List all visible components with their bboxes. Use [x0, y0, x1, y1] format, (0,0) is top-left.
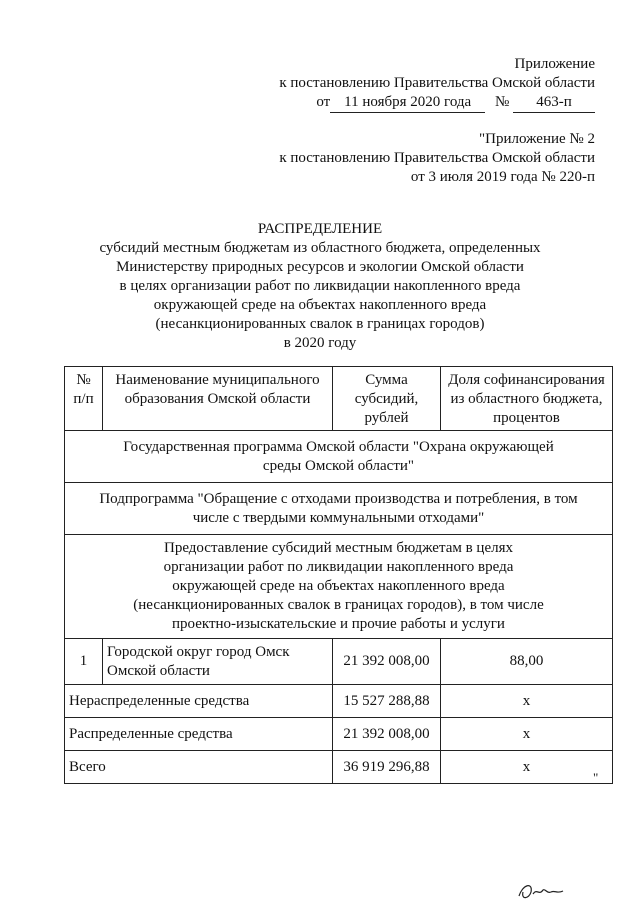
distributed-row — [65, 718, 613, 751]
title-heading: РАСПРЕДЕЛЕНИЕ — [257, 221, 383, 237]
total-share: х — [441, 751, 613, 784]
quoted-appendix-block — [279, 130, 595, 187]
resolution-ref: к постановлению Правительства Омской области — [279, 75, 595, 91]
undistributed-share: х — [441, 685, 613, 718]
distributed-sum: 21 392 008,00 — [333, 718, 441, 751]
title-line2: Министерству природных ресурсов и экологии Омской области — [116, 259, 524, 275]
quoted-appendix-line1: "Приложение № 2 — [479, 131, 595, 147]
header-sum: Сумма субсидий, рублей — [333, 367, 441, 431]
title-line1: субсидий местным бюджетам из областного бюджета, определенных — [99, 240, 541, 256]
title-line3: в целях организации работ по ликвидации накопленного вреда — [119, 278, 521, 294]
from-label: от — [316, 94, 331, 110]
signature-mark — [515, 880, 575, 902]
distribution-table — [64, 366, 613, 784]
closing-quote: " — [593, 770, 599, 785]
undistributed-row — [65, 685, 613, 718]
quoted-appendix-line3: от 3 июля 2019 года № 220-п — [410, 169, 595, 185]
subprogram-cell: Подпрограмма "Обращение с отходами производства и потребления, в том числе с твердыми коммунальными отходами" — [65, 483, 613, 535]
row1-num: 1 — [65, 639, 103, 685]
quoted-appendix-line2: к постановлению Правительства Омской области — [279, 150, 595, 166]
resolution-number: 463-п — [513, 93, 595, 113]
row1-share: 88,00 — [441, 639, 613, 685]
subprogram-row — [65, 483, 613, 535]
table-header-row — [65, 367, 613, 431]
row1-name: Городской округ город Омск Омской области — [103, 639, 333, 685]
header-num: № п/п — [65, 367, 103, 431]
header-share: Доля софинансирования из областного бюджета, процентов — [441, 367, 613, 431]
program-row — [65, 431, 613, 483]
program-cell: Государственная программа Омской области "Охрана окружающей среды Омской области" — [65, 431, 613, 483]
undistributed-label: Нераспределенные средства — [65, 685, 333, 718]
total-sum: 36 919 296,88 — [333, 751, 441, 784]
title-line6: в 2020 году — [283, 335, 357, 351]
date-number-line — [279, 93, 595, 113]
total-label: Всего — [65, 751, 333, 784]
number-label: № — [494, 94, 510, 110]
total-row — [65, 751, 613, 784]
distributed-label: Распределенные средства — [65, 718, 333, 751]
header-block — [279, 55, 595, 113]
distributed-share: х — [441, 718, 613, 751]
resolution-date: 11 ноября 2020 года — [330, 93, 485, 113]
row1-sum: 21 392 008,00 — [333, 639, 441, 685]
measure-cell: Предоставление субсидий местным бюджетам в целях организации работ по ликвидации накопленного вреда окружающей среде на объектах накопленного вреда (несанкционированных свалок в границах городов), в том числе проектно-изыскательские и прочие работы и услуги — [65, 535, 613, 639]
measure-row — [65, 535, 613, 639]
title-line5: (несанкционированных свалок в границах городов) — [155, 316, 485, 332]
title-line4: окружающей среде на объектах накопленного вреда — [153, 297, 487, 313]
table-row — [65, 639, 613, 685]
header-name: Наименование муниципального образования Омской области — [103, 367, 333, 431]
document-title — [40, 220, 600, 353]
appendix-label: Приложение — [514, 56, 595, 72]
undistributed-sum: 15 527 288,88 — [333, 685, 441, 718]
